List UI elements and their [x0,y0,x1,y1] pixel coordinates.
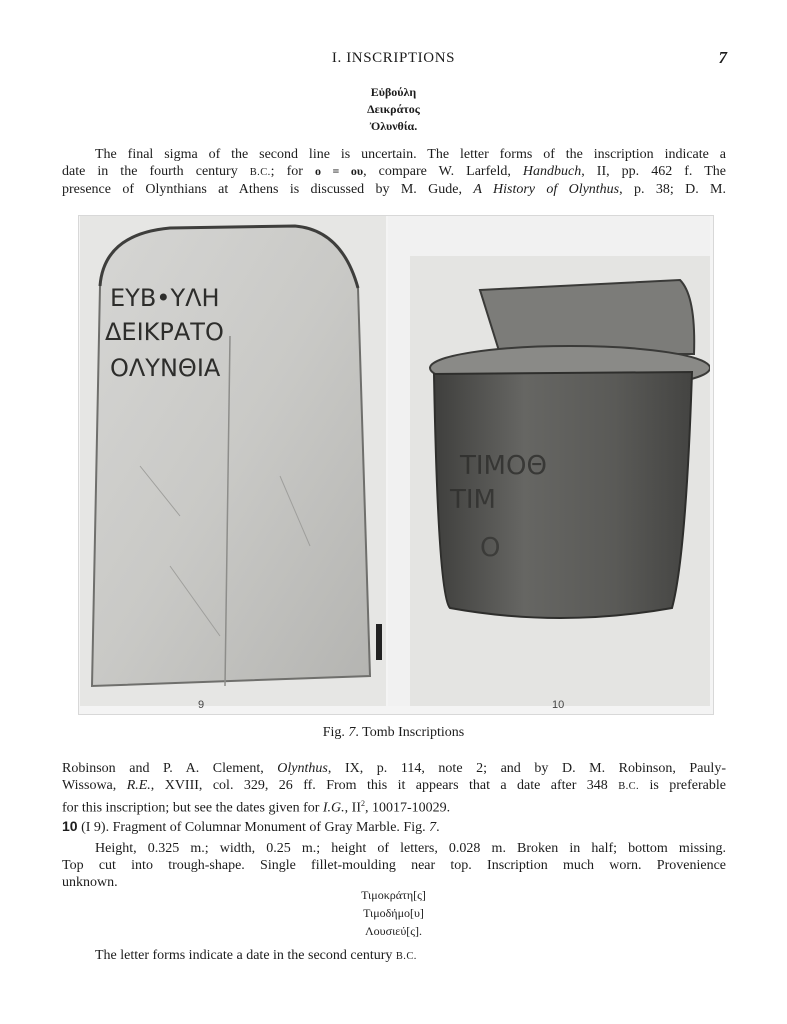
text-line: The final sigma of the second line is uncertain. The letter forms of the inscription indicate a [95,147,726,162]
commentary-paragraph-2 [62,760,726,817]
journal-abbrev: R.E. [126,778,151,793]
text-span: ; for [270,164,315,179]
caption-figure-number: 7 [348,725,356,740]
dating-note [95,948,417,964]
greek-inscription-transcription-1 [0,84,787,135]
text-span: , p. 38; D. M. [619,182,726,197]
entry-description [62,840,726,891]
photo-column-background [410,256,710,706]
running-header: I. INSCRIPTIONS [331,50,456,66]
entry-number: 10 [62,818,78,834]
caption-text: . Tomb Inscriptions [355,725,465,740]
greek-line: Τιμοκράτη[ς] [361,888,426,902]
small-caps-bc: B.C. [395,951,417,962]
text-span: , XVIII, col. 329, 26 ff. From this it appears that a date after 348 [150,778,619,793]
small-caps-bc: B.C. [618,781,640,792]
scale-bar [376,624,382,660]
corpus-abbrev: I.G. [322,800,345,816]
text-line [62,760,726,777]
greek-line: Τιμοδήμο[υ] [363,906,424,920]
superscript: 2 [361,799,365,808]
text-line [62,795,726,817]
entry-ref: (I 9). [77,820,113,835]
greek-line: Ὀλυνθία. [369,119,418,133]
column-inscription-line: ΤΙΜ [450,485,496,515]
page-number: 7 [718,48,727,67]
text-span: Wissowa, [62,778,127,793]
stele-inscription-line: ΕΥΒ•ΥΛΗ [110,284,220,312]
text-line [62,777,726,795]
caption-prefix: Fig. [322,725,349,740]
text-span: , II [344,800,361,816]
entry-fig-number: 7 [429,820,437,835]
text-span: is preferable [639,778,726,793]
greek-line: Λουσιεύ[ς]. [364,924,423,938]
book-title: Handbuch [522,164,582,179]
book-title: Olynthus [277,761,328,776]
stele-photo-illustration [80,216,386,706]
stele-inscription-line: ΟΛΥΝΘΙΑ [110,354,221,382]
text-span: , IX, p. 114, note 2; and by D. M. Robinson, Pauly- [327,761,726,776]
text-span: , 10017-10029. [365,800,451,816]
stele-inscription-line: ΔΕΙΚΡΑΤΟ [105,318,224,346]
greek-equation: ο = ου [314,164,364,178]
small-caps-bc: B.C. [249,167,271,178]
text-line: Top cut into trough-shape. Single fillet-moulding near top. Inscription much worn. Provenience [62,858,726,873]
plate-label-right: 10 [552,699,565,711]
text-span: for this inscription; but see the dates given for [62,800,323,816]
catalogue-entry-heading [62,818,440,836]
plate-label-left: 9 [198,699,205,711]
figure-caption [0,725,787,741]
text-span: The letter forms indicate a date in the second century [95,948,396,963]
entry-title-end: . [436,820,440,835]
text-span: , II, pp. 462 f. The [581,164,726,179]
text-span: Robinson and P. A. Clement, [62,761,278,776]
book-title: A History of Olynthus [473,182,620,197]
text-span: date in the fourth century [62,164,250,179]
greek-line: Δεικράτος [367,102,420,116]
column-inscription-line: Ο [480,533,501,563]
text-line: Height, 0.325 m.; width, 0.25 m.; height of letters, 0.028 m. Broken in half; bottom missing. [95,841,726,856]
greek-line: Εὐβούλη [370,85,417,99]
column-inscription-line: ΤΙΜΟΘ [460,451,547,481]
photo-stele-9 [80,216,386,706]
text-line [62,181,726,198]
text-span: , compare W. Larfeld, [363,164,523,179]
entry-title: Fragment of Columnar Monument of Gray Marble. Fig. [112,820,430,835]
greek-inscription-transcription-2 [0,886,787,940]
text-line [62,163,726,181]
column-photo-illustration [410,256,710,706]
text-line: unknown. [62,875,118,890]
text-span: presence of Olynthians at Athens is discussed by M. Gude, [62,182,474,197]
commentary-paragraph-1 [62,146,726,198]
